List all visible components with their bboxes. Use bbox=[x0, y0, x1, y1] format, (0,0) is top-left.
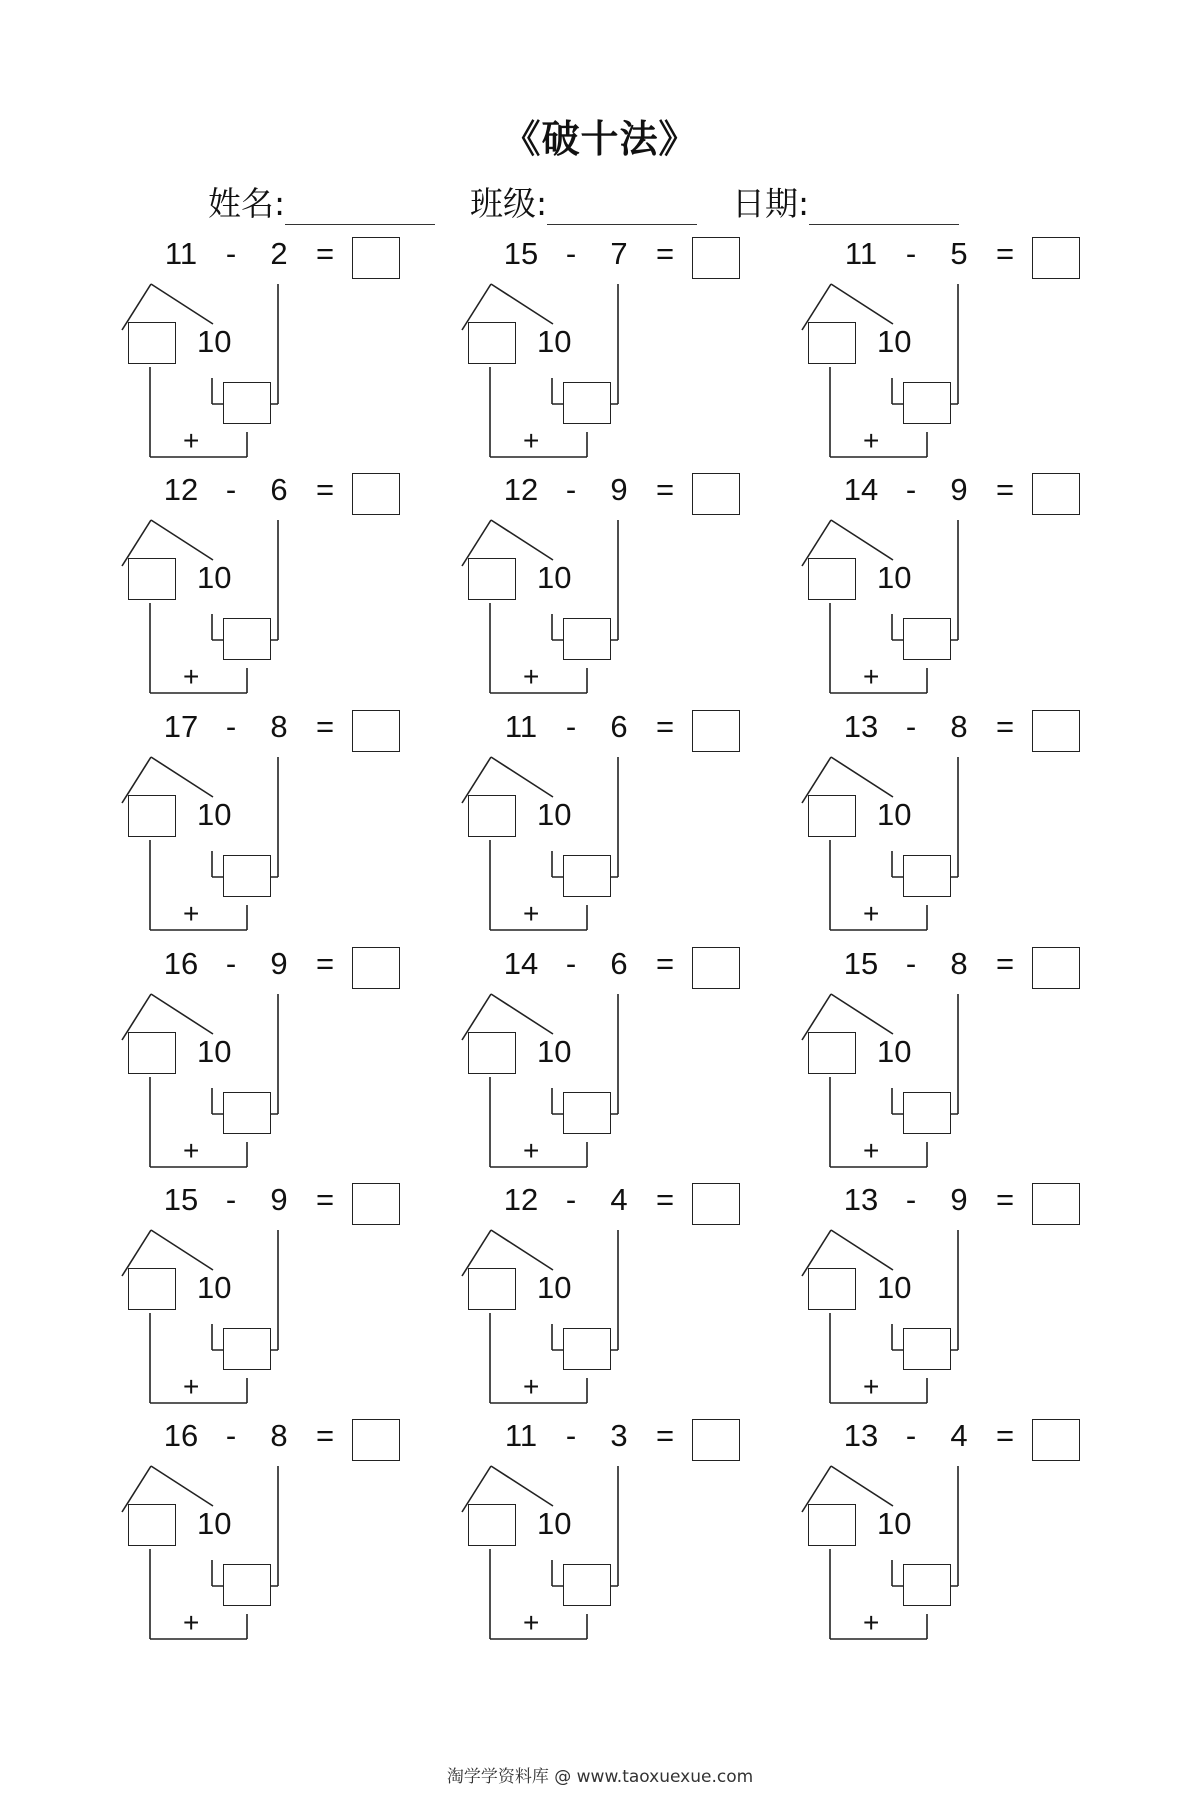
minuend: 12 bbox=[503, 1182, 539, 1217]
problem-item bbox=[460, 1178, 760, 1408]
ten-label: 10 bbox=[197, 797, 232, 832]
plus-sign: + bbox=[183, 898, 200, 929]
difference-box[interactable] bbox=[223, 1564, 271, 1606]
minuend: 15 bbox=[503, 236, 539, 271]
answer-box[interactable] bbox=[692, 710, 740, 752]
difference-box[interactable] bbox=[223, 855, 271, 897]
minuend: 11 bbox=[504, 1418, 538, 1453]
difference-box[interactable] bbox=[903, 1092, 951, 1134]
minus-operator: - bbox=[905, 1182, 917, 1217]
answer-box[interactable] bbox=[352, 710, 400, 752]
equals-sign: = bbox=[315, 709, 335, 744]
equals-sign: = bbox=[995, 1418, 1015, 1453]
split-ones-box[interactable] bbox=[808, 1504, 856, 1546]
problem-item bbox=[460, 232, 760, 462]
difference-box[interactable] bbox=[563, 1564, 611, 1606]
problem-item bbox=[460, 468, 760, 698]
ten-label: 10 bbox=[197, 1506, 232, 1541]
minus-operator: - bbox=[905, 1418, 917, 1453]
answer-box[interactable] bbox=[1032, 1419, 1080, 1461]
answer-box[interactable] bbox=[692, 473, 740, 515]
subtrahend: 8 bbox=[950, 709, 968, 744]
split-ones-box[interactable] bbox=[808, 322, 856, 364]
ten-label: 10 bbox=[877, 797, 912, 832]
plus-sign: + bbox=[183, 425, 200, 456]
difference-box[interactable] bbox=[903, 855, 951, 897]
answer-box[interactable] bbox=[352, 473, 400, 515]
ten-label: 10 bbox=[877, 324, 912, 359]
subtrahend: 6 bbox=[610, 709, 628, 744]
minuend: 14 bbox=[503, 946, 539, 981]
split-ones-box[interactable] bbox=[808, 795, 856, 837]
problem-item bbox=[800, 232, 1100, 462]
difference-box[interactable] bbox=[563, 1328, 611, 1370]
problem-item bbox=[120, 1178, 420, 1408]
difference-box[interactable] bbox=[223, 382, 271, 424]
minuend: 12 bbox=[163, 472, 199, 507]
ten-label: 10 bbox=[537, 324, 572, 359]
ten-label: 10 bbox=[537, 1506, 572, 1541]
split-ones-box[interactable] bbox=[808, 1032, 856, 1074]
plus-sign: + bbox=[863, 425, 880, 456]
split-ones-box[interactable] bbox=[128, 558, 176, 600]
answer-box[interactable] bbox=[692, 1183, 740, 1225]
split-ones-box[interactable] bbox=[128, 1504, 176, 1546]
difference-box[interactable] bbox=[903, 1328, 951, 1370]
subtrahend: 9 bbox=[950, 472, 968, 507]
minus-operator: - bbox=[905, 946, 917, 981]
ten-label: 10 bbox=[197, 560, 232, 595]
date-field bbox=[732, 178, 959, 225]
equals-sign: = bbox=[315, 1418, 335, 1453]
plus-sign: + bbox=[183, 1371, 200, 1402]
minuend: 13 bbox=[843, 709, 879, 744]
plus-sign: + bbox=[863, 1607, 880, 1638]
name-field bbox=[208, 178, 435, 225]
minuend: 11 bbox=[164, 236, 198, 271]
subtrahend: 4 bbox=[610, 1182, 628, 1217]
problem-item bbox=[800, 1414, 1100, 1644]
minuend: 15 bbox=[163, 1182, 199, 1217]
minus-operator: - bbox=[225, 709, 237, 744]
difference-box[interactable] bbox=[563, 1092, 611, 1134]
ten-label: 10 bbox=[537, 1270, 572, 1305]
difference-box[interactable] bbox=[223, 618, 271, 660]
plus-sign: + bbox=[183, 661, 200, 692]
answer-box[interactable] bbox=[1032, 1183, 1080, 1225]
problem-item bbox=[800, 468, 1100, 698]
minus-operator: - bbox=[905, 709, 917, 744]
split-ones-box[interactable] bbox=[128, 795, 176, 837]
equals-sign: = bbox=[995, 1182, 1015, 1217]
problem-item bbox=[120, 1414, 420, 1644]
minuend: 14 bbox=[843, 472, 879, 507]
split-ones-box[interactable] bbox=[468, 558, 516, 600]
subtrahend: 8 bbox=[950, 946, 968, 981]
problem-item bbox=[120, 232, 420, 462]
answer-box[interactable] bbox=[352, 237, 400, 279]
split-ones-box[interactable] bbox=[128, 1032, 176, 1074]
minus-operator: - bbox=[565, 709, 577, 744]
date-blank[interactable] bbox=[809, 190, 959, 225]
plus-sign: + bbox=[523, 661, 540, 692]
subtrahend: 5 bbox=[950, 236, 968, 271]
difference-box[interactable] bbox=[563, 618, 611, 660]
equals-sign: = bbox=[995, 236, 1015, 271]
difference-box[interactable] bbox=[903, 1564, 951, 1606]
answer-box[interactable] bbox=[1032, 947, 1080, 989]
equals-sign: = bbox=[655, 709, 675, 744]
minuend: 13 bbox=[843, 1418, 879, 1453]
minus-operator: - bbox=[225, 1182, 237, 1217]
answer-box[interactable] bbox=[352, 1183, 400, 1225]
split-ones-box[interactable] bbox=[468, 1032, 516, 1074]
split-ones-box[interactable] bbox=[808, 1268, 856, 1310]
plus-sign: + bbox=[523, 1135, 540, 1166]
difference-box[interactable] bbox=[563, 382, 611, 424]
problem-item bbox=[800, 705, 1100, 935]
equals-sign: = bbox=[315, 236, 335, 271]
subtrahend: 7 bbox=[610, 236, 628, 271]
problem-item bbox=[120, 705, 420, 935]
answer-box[interactable] bbox=[1032, 473, 1080, 515]
minuend: 16 bbox=[163, 946, 199, 981]
subtrahend: 8 bbox=[270, 1418, 288, 1453]
subtrahend: 3 bbox=[610, 1418, 628, 1453]
plus-sign: + bbox=[863, 661, 880, 692]
ten-label: 10 bbox=[197, 1034, 232, 1069]
ten-label: 10 bbox=[197, 324, 232, 359]
minus-operator: - bbox=[565, 1182, 577, 1217]
plus-sign: + bbox=[523, 1371, 540, 1402]
equals-sign: = bbox=[995, 946, 1015, 981]
split-ones-box[interactable] bbox=[468, 322, 516, 364]
answer-box[interactable] bbox=[1032, 237, 1080, 279]
minus-operator: - bbox=[225, 946, 237, 981]
difference-box[interactable] bbox=[223, 1328, 271, 1370]
subtrahend: 2 bbox=[270, 236, 288, 271]
problem-item bbox=[800, 942, 1100, 1172]
equals-sign: = bbox=[315, 472, 335, 507]
ten-label: 10 bbox=[537, 1034, 572, 1069]
equals-sign: = bbox=[655, 472, 675, 507]
problem-item bbox=[460, 1414, 760, 1644]
subtrahend: 9 bbox=[610, 472, 628, 507]
equals-sign: = bbox=[655, 236, 675, 271]
minus-operator: - bbox=[905, 472, 917, 507]
minuend: 16 bbox=[163, 1418, 199, 1453]
subtrahend: 6 bbox=[610, 946, 628, 981]
plus-sign: + bbox=[863, 1371, 880, 1402]
plus-sign: + bbox=[523, 898, 540, 929]
difference-box[interactable] bbox=[223, 1092, 271, 1134]
minus-operator: - bbox=[225, 1418, 237, 1453]
subtrahend: 9 bbox=[950, 1182, 968, 1217]
minuend: 11 bbox=[844, 236, 878, 271]
problem-item bbox=[800, 1178, 1100, 1408]
ten-label: 10 bbox=[877, 1270, 912, 1305]
page-title: 《破十法》 bbox=[502, 117, 698, 161]
equals-sign: = bbox=[995, 472, 1015, 507]
subtrahend: 8 bbox=[270, 709, 288, 744]
name-label: 姓名: bbox=[208, 184, 286, 223]
date-label: 日期: bbox=[732, 184, 810, 223]
problem-item bbox=[120, 468, 420, 698]
plus-sign: + bbox=[183, 1135, 200, 1166]
minus-operator: - bbox=[225, 472, 237, 507]
answer-box[interactable] bbox=[352, 1419, 400, 1461]
plus-sign: + bbox=[523, 1607, 540, 1638]
split-ones-box[interactable] bbox=[128, 1268, 176, 1310]
footer-source: 淘学学资料库 @ www.taoxuexue.com bbox=[446, 1767, 754, 1787]
minuend: 17 bbox=[163, 709, 199, 744]
plus-sign: + bbox=[863, 1135, 880, 1166]
ten-label: 10 bbox=[197, 1270, 232, 1305]
equals-sign: = bbox=[315, 1182, 335, 1217]
minuend: 13 bbox=[843, 1182, 879, 1217]
minus-operator: - bbox=[565, 472, 577, 507]
ten-label: 10 bbox=[537, 797, 572, 832]
problem-item bbox=[120, 942, 420, 1172]
ten-label: 10 bbox=[877, 1034, 912, 1069]
minuend: 11 bbox=[504, 709, 538, 744]
equals-sign: = bbox=[655, 1418, 675, 1453]
minus-operator: - bbox=[225, 236, 237, 271]
answer-box[interactable] bbox=[692, 947, 740, 989]
plus-sign: + bbox=[183, 1607, 200, 1638]
answer-box[interactable] bbox=[352, 947, 400, 989]
minus-operator: - bbox=[905, 236, 917, 271]
split-ones-box[interactable] bbox=[468, 1504, 516, 1546]
ten-label: 10 bbox=[877, 560, 912, 595]
answer-box[interactable] bbox=[692, 1419, 740, 1461]
answer-box[interactable] bbox=[1032, 710, 1080, 752]
class-field bbox=[470, 178, 697, 225]
split-ones-box[interactable] bbox=[808, 558, 856, 600]
minus-operator: - bbox=[565, 1418, 577, 1453]
split-ones-box[interactable] bbox=[468, 795, 516, 837]
minuend: 15 bbox=[843, 946, 879, 981]
split-ones-box[interactable] bbox=[128, 322, 176, 364]
subtrahend: 9 bbox=[270, 1182, 288, 1217]
minus-operator: - bbox=[565, 946, 577, 981]
equals-sign: = bbox=[655, 946, 675, 981]
difference-box[interactable] bbox=[563, 855, 611, 897]
equals-sign: = bbox=[995, 709, 1015, 744]
class-label: 班级: bbox=[470, 184, 548, 223]
split-ones-box[interactable] bbox=[468, 1268, 516, 1310]
subtrahend: 6 bbox=[270, 472, 288, 507]
ten-label: 10 bbox=[877, 1506, 912, 1541]
problem-item bbox=[460, 705, 760, 935]
subtrahend: 9 bbox=[270, 946, 288, 981]
ten-label: 10 bbox=[537, 560, 572, 595]
answer-box[interactable] bbox=[692, 237, 740, 279]
name-blank[interactable] bbox=[285, 190, 435, 225]
difference-box[interactable] bbox=[903, 382, 951, 424]
minuend: 12 bbox=[503, 472, 539, 507]
equals-sign: = bbox=[315, 946, 335, 981]
minus-operator: - bbox=[565, 236, 577, 271]
plus-sign: + bbox=[863, 898, 880, 929]
plus-sign: + bbox=[523, 425, 540, 456]
class-blank[interactable] bbox=[547, 190, 697, 225]
subtrahend: 4 bbox=[950, 1418, 968, 1453]
problem-item bbox=[460, 942, 760, 1172]
equals-sign: = bbox=[655, 1182, 675, 1217]
difference-box[interactable] bbox=[903, 618, 951, 660]
